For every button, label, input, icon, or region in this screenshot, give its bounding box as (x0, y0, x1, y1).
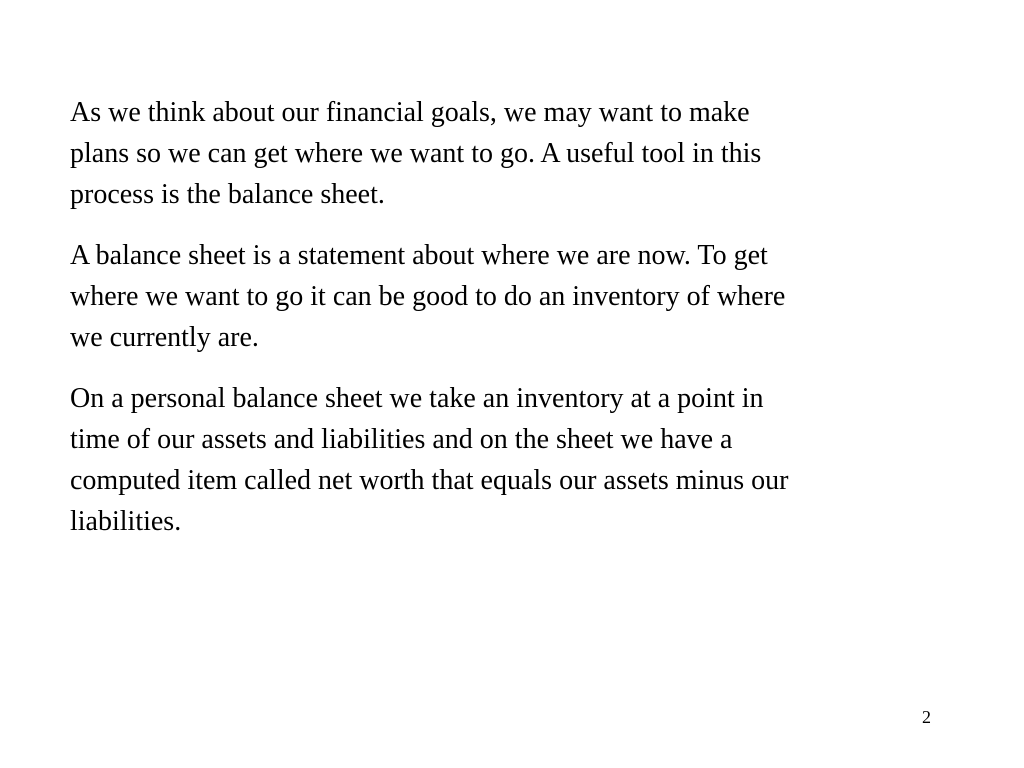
paragraph-balance-sheet-definition: A balance sheet is a statement about where we are now. To get where we want to go it can be good to do an inventory of where we currently are. (70, 240, 786, 353)
paragraph-financial-goals: As we think about our financial goals, we may want to make plans so we can get where we want to go. A useful tool in this process is the balance sheet. (70, 97, 762, 210)
slide-body (70, 92, 960, 562)
paragraph-net-worth: On a personal balance sheet we take an inventory at a point in time of our assets and liabilities and on the sheet we have a computed item called net worth that equals our assets minus our liabilities. (70, 383, 789, 537)
page-number: 2 (922, 707, 931, 727)
